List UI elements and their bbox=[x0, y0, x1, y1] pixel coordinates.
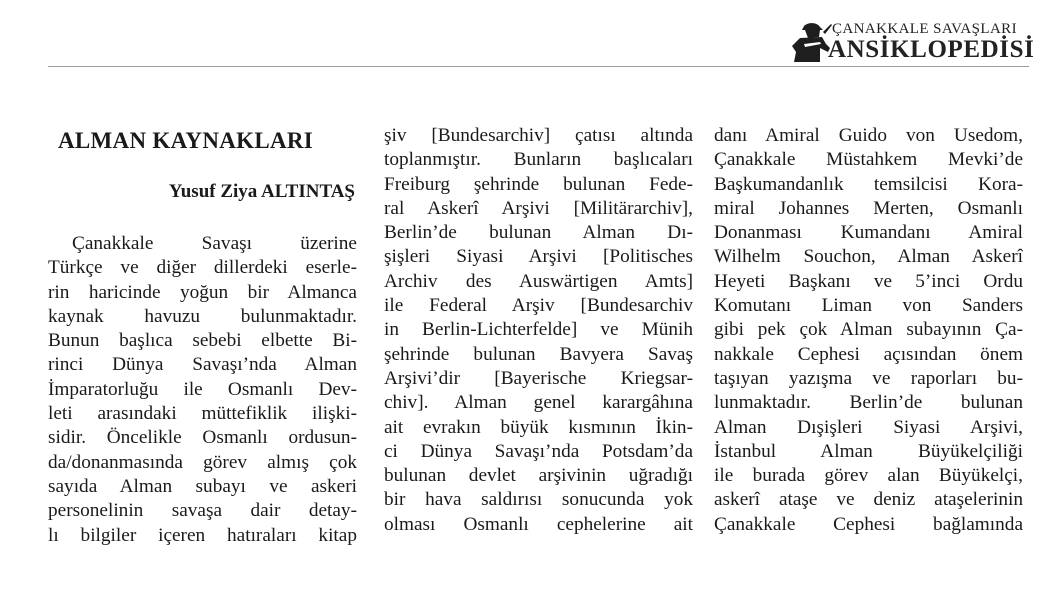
text-line: Heyeti Başkanı ve 5’inci Ordu bbox=[714, 270, 1023, 292]
text-line: in Berlin-Lichterfelde] ve Münih bbox=[384, 319, 693, 341]
text-line: chiv]. Alman genel karargâhına bbox=[384, 392, 693, 414]
text-line: leti arasındaki müttefiklik ilişki- bbox=[48, 403, 357, 425]
page-header bbox=[0, 0, 1059, 70]
article-title: ALMAN KAYNAKLARI bbox=[58, 128, 314, 153]
text-line: Alman Dışişleri Siyasi Arşivi, bbox=[714, 416, 1023, 438]
text-line: Freiburg şehrinde bulunan Fede- bbox=[384, 173, 693, 195]
text-column-2 bbox=[384, 124, 693, 537]
text-line: rin haricinde yoğun bir Almanca bbox=[48, 281, 357, 303]
text-line: Türkçe ve diğer dillerdeki eserle- bbox=[48, 257, 357, 279]
text-line: taşıyan yazışma ve raporları bu- bbox=[714, 367, 1023, 389]
text-line: İstanbul Alman Büyükelçiliği bbox=[714, 440, 1023, 462]
text-line: da/donanmasında görev almış çok bbox=[48, 451, 357, 473]
text-line: Çanakkale Müstahkem Mevki’de bbox=[714, 149, 1023, 171]
text-column-1 bbox=[48, 124, 357, 548]
text-line: kaynak havuzu bulunmaktadır. bbox=[48, 305, 357, 327]
header-divider bbox=[48, 66, 1029, 67]
text-line: Berlin’de bulunan Alman Dı- bbox=[384, 222, 693, 244]
soldier-silhouette-icon bbox=[790, 22, 832, 62]
text-line: İmparatorluğu ile Osmanlı Dev- bbox=[48, 378, 357, 400]
text-line: gibi pek çok Alman subayının Ça- bbox=[714, 319, 1023, 341]
text-line: lunmaktadır. Berlin’de bulunan bbox=[714, 392, 1023, 414]
text-line: sayıda Alman subayı ve askeri bbox=[48, 475, 357, 497]
text-line: Donanması Kumandanı Amiral bbox=[714, 222, 1023, 244]
text-line: Archiv des Auswärtigen Amts] bbox=[384, 270, 693, 292]
article-author: Yusuf Ziya ALTINTAŞ bbox=[168, 181, 355, 202]
text-line: askerî ataşe ve deniz ataşelerinin bbox=[714, 489, 1023, 511]
text-line: sidir. Öncelikle Osmanlı ordusun- bbox=[48, 427, 357, 449]
text-line: şiv [Bundesarchiv] çatısı altında bbox=[384, 125, 693, 146]
text-line: ile Federal Arşiv [Bundesarchiv bbox=[384, 295, 693, 317]
text-line: Çanakkale Savaşı üzerine bbox=[72, 233, 357, 254]
text-line: şişleri Siyasi Arşivi [Politisches bbox=[384, 246, 693, 268]
text-line: miral Johannes Merten, Osmanlı bbox=[714, 197, 1023, 219]
logo-title-line1: ÇANAKKALE SAVAŞLARI bbox=[832, 21, 1017, 37]
text-line: Bunun başlıca sebebi elbette Bi- bbox=[48, 330, 357, 352]
text-line: ci Dünya Savaşı’nda Potsdam’da bbox=[384, 440, 693, 462]
text-column-3 bbox=[714, 124, 1023, 537]
text-line: bir hava saldırısı sonucunda yok bbox=[384, 489, 693, 511]
text-line: Komutanı Liman von Sanders bbox=[714, 295, 1023, 317]
text-line: Başkumandanlık temsilcisi Kora- bbox=[714, 173, 1023, 195]
text-line: şehrinde bulunan Bavyera Savaş bbox=[384, 343, 693, 365]
text-line: personelinin savaşa dair detay- bbox=[48, 500, 357, 522]
text-line: olması Osmanlı cephelerine ait bbox=[384, 513, 693, 535]
text-line: Arşivi’dir [Bayerische Kriegsar- bbox=[384, 367, 693, 389]
text-line: Wilhelm Souchon, Alman Askerî bbox=[714, 246, 1023, 268]
text-line: ile burada görev alan Büyükelçi, bbox=[714, 465, 1023, 487]
text-line: ral Askerî Arşivi [Militärarchiv], bbox=[384, 197, 693, 219]
encyclopedia-logo bbox=[790, 20, 1035, 64]
text-line: lı bilgiler içeren hatıraları kitap bbox=[48, 524, 357, 546]
text-line: bulunan devlet arşivinin uğradığı bbox=[384, 465, 693, 487]
text-line: toplanmıştır. Bunların başlıcaları bbox=[384, 149, 693, 171]
text-line: ait evrakın büyük kısmının İkin- bbox=[384, 416, 693, 438]
text-line: nakkale Cephesi açısından önem bbox=[714, 343, 1023, 365]
text-line: rinci Dünya Savaşı’nda Alman bbox=[48, 354, 357, 376]
logo-title-line2: ANSİKLOPEDİSİ bbox=[828, 36, 1035, 63]
text-line: Çanakkale Cephesi bağlamında bbox=[714, 513, 1023, 535]
text-line: danı Amiral Guido von Usedom, bbox=[714, 125, 1023, 146]
column-1-body bbox=[48, 232, 357, 548]
